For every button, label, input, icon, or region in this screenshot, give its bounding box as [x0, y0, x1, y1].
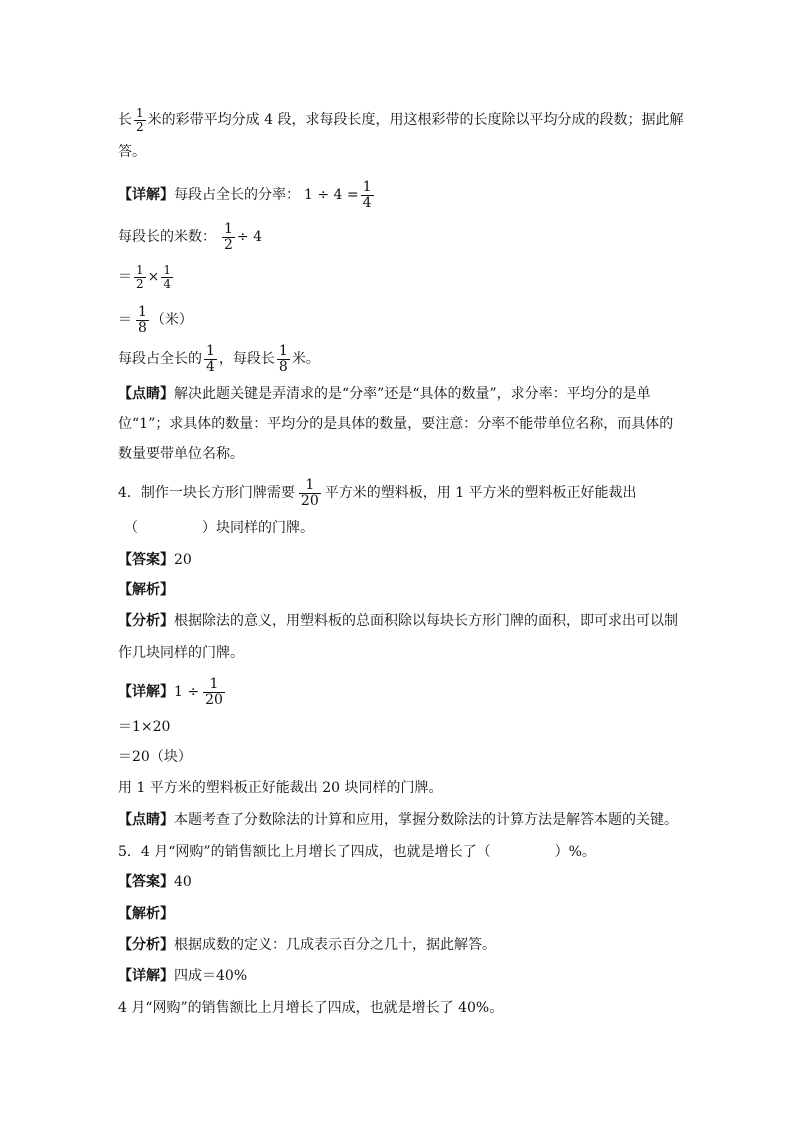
label: 【分析】: [118, 613, 174, 629]
text: 每段占全长的: [118, 351, 202, 368]
text: ＝: [118, 269, 132, 286]
fraction: $\frac{1}{8}$: [138, 304, 147, 336]
q5-conclusion: 4 月“网购”的销售额比上月增长了四成，也就是增长了 40%。: [118, 1000, 504, 1016]
label: 【详解】: [118, 968, 174, 984]
q5-stem: [118, 842, 596, 862]
q3-line2: 答。: [118, 144, 146, 160]
expr: 1 ÷: [174, 684, 200, 701]
text: ，每段长: [218, 351, 275, 368]
text: 5．4 月“网购”的销售额比上月增长了四成，也就是增长了（: [118, 844, 491, 860]
label: 【详解】: [118, 684, 174, 701]
answer-value: 20: [174, 552, 192, 568]
expr: 1 ÷ 4 =: [304, 187, 359, 204]
text: 四成＝40%: [174, 968, 248, 984]
q3-point2: 位“1”；求具体的数量：平均分的是具体的数量，要注意：分率不能带单位名称，而具体的: [118, 416, 674, 432]
q5-detail: [118, 966, 247, 986]
text: 根据除法的意义，用塑料板的总面积除以每块长方形门牌的面积，即可求出可以制: [174, 613, 678, 629]
fraction: $\frac{1}{4}$: [163, 263, 172, 291]
fraction: $\frac{1}{2}$: [136, 106, 144, 134]
q4-conclusion: 用 1 平方米的塑料板正好能裁出 20 块同样的门牌。: [118, 780, 443, 796]
fraction: $\frac{1}{2}$: [136, 263, 144, 291]
operator: ×: [147, 269, 160, 286]
text: 每段长的米数：: [118, 229, 216, 246]
answer-value: 40: [174, 874, 192, 890]
q4-answer: [118, 550, 192, 570]
q5-analyze: [118, 935, 496, 955]
fraction: $\frac{1}{4}$: [362, 179, 372, 211]
label: 【点睛】: [118, 812, 174, 828]
text: 米的彩带平均分成 4 段，求每段长度，用这根彩带的长度除以平均分成的段数；据此解: [147, 112, 684, 129]
q4-analyze1: [118, 611, 678, 631]
text: 平方米的塑料板，用 1 平方米的塑料板正好能裁出: [324, 485, 637, 502]
text: 本题考查了分数除法的计算和应用，掌握分数除法的计算方法是解答本题的关键。: [174, 812, 678, 828]
q3-detail4: [118, 305, 193, 335]
label: 【答案】: [118, 552, 174, 568]
q4-detail3: ＝20（块）: [118, 749, 192, 765]
text: 根据成数的定义：几成表示百分之几十，据此解答。: [174, 937, 496, 953]
fraction: $\frac{1}{2}$: [224, 221, 233, 253]
text: （: [124, 520, 138, 536]
q3-point1: [118, 384, 651, 404]
text: 每段占全长的分率：: [174, 187, 300, 204]
q4-detail2: ＝1×20: [118, 719, 171, 735]
q3-conclusion: [118, 344, 320, 374]
q4-stem2: [124, 518, 314, 538]
fraction: $\frac{1}{8}$: [278, 343, 288, 375]
q4-point: [118, 810, 678, 830]
q5-answer: [118, 872, 192, 892]
text: ）%。: [554, 844, 596, 860]
fraction: $\frac{1}{4}$: [206, 343, 215, 375]
q3-detail2: [118, 222, 262, 252]
q3-line1: [118, 107, 683, 133]
label: 【详解】: [118, 187, 174, 204]
q4-detail1: [118, 677, 227, 707]
q5-analysis-heading: 【解析】: [118, 906, 174, 922]
q3-point3: 数量要带单位名称。: [118, 446, 244, 462]
q3-detail3: [118, 264, 175, 290]
label: 【点睛】: [118, 386, 174, 402]
text: ＝: [118, 312, 132, 329]
label: 【分析】: [118, 937, 174, 953]
text: 4．制作一块长方形门牌需要: [118, 485, 295, 502]
q4-analysis-heading: 【解析】: [118, 582, 174, 598]
q3-detail1: [118, 180, 376, 210]
text: 米。: [291, 351, 320, 368]
fraction: $\frac{1}{20}$: [300, 477, 319, 509]
text: ）块同样的门牌。: [202, 520, 314, 536]
text: ÷ 4: [236, 229, 263, 246]
text: 长: [118, 112, 132, 129]
label: 【答案】: [118, 874, 174, 890]
text: （米）: [150, 312, 193, 329]
fraction: $\frac{1}{20}$: [205, 676, 223, 708]
q4-analyze2: 作几块同样的门牌。: [118, 645, 244, 661]
text: 解决此题关键是弄清求的是“分率”还是“具体的数量”，求分率：平均分的是单: [174, 386, 651, 402]
q4-stem1: [118, 478, 637, 508]
